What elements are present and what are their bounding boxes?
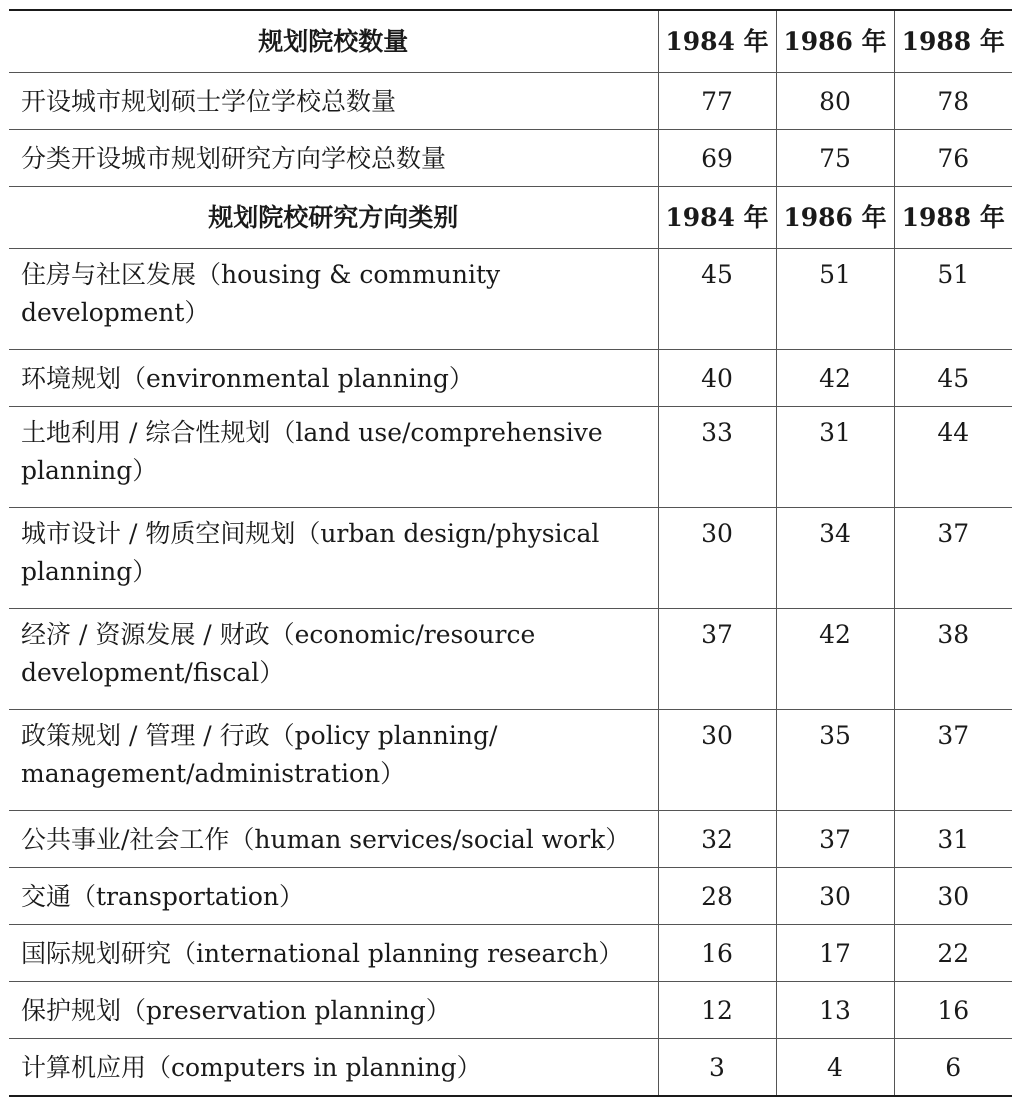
cell-1984: 33 — [658, 407, 776, 508]
header-research-category-label: 规划院校研究方向类别 — [9, 187, 658, 249]
header-row-school-count — [9, 10, 1012, 73]
cell-1984: 77 — [658, 73, 776, 130]
row-label: 分类开设城市规划研究方向学校总数量 — [9, 130, 658, 187]
cell-1986: 13 — [776, 982, 894, 1039]
header-row-research-categories — [9, 187, 1012, 249]
cell-1984: 37 — [658, 609, 776, 710]
header-year-1988: 1988 年 — [894, 10, 1012, 73]
cell-1986: 51 — [776, 249, 894, 350]
cell-1986: 30 — [776, 868, 894, 925]
cell-1988: 37 — [894, 508, 1012, 609]
cell-1988: 16 — [894, 982, 1012, 1039]
header-school-count-label: 规划院校数量 — [9, 10, 658, 73]
header-year-1986: 1986 年 — [776, 187, 894, 249]
cell-1988: 31 — [894, 811, 1012, 868]
table-row — [9, 249, 1012, 350]
cell-1986: 34 — [776, 508, 894, 609]
table-row — [9, 73, 1012, 130]
table-row — [9, 609, 1012, 710]
row-label: 保护规划（preservation planning） — [9, 982, 658, 1039]
row-label: 计算机应用（computers in planning） — [9, 1039, 658, 1097]
cell-1988: 44 — [894, 407, 1012, 508]
table-row — [9, 925, 1012, 982]
table-row — [9, 407, 1012, 508]
cell-1988: 51 — [894, 249, 1012, 350]
cell-1986: 31 — [776, 407, 894, 508]
row-label: 经济 / 资源发展 / 财政（economic/resource development/fiscal） — [9, 609, 658, 710]
table-row — [9, 710, 1012, 811]
row-label: 土地利用 / 综合性规划（land use/comprehensive planning） — [9, 407, 658, 508]
table-row — [9, 982, 1012, 1039]
table-row — [9, 1039, 1012, 1097]
cell-1984: 3 — [658, 1039, 776, 1097]
cell-1986: 35 — [776, 710, 894, 811]
cell-1986: 4 — [776, 1039, 894, 1097]
header-year-1988: 1988 年 — [894, 187, 1012, 249]
row-label: 环境规划（environmental planning） — [9, 350, 658, 407]
table-row — [9, 508, 1012, 609]
planning-schools-table — [9, 9, 1012, 1097]
cell-1984: 28 — [658, 868, 776, 925]
table-row — [9, 130, 1012, 187]
planning-schools-table-container — [9, 9, 1012, 1097]
cell-1986: 80 — [776, 73, 894, 130]
cell-1988: 30 — [894, 868, 1012, 925]
cell-1984: 69 — [658, 130, 776, 187]
cell-1984: 32 — [658, 811, 776, 868]
header-year-1984: 1984 年 — [658, 187, 776, 249]
cell-1986: 75 — [776, 130, 894, 187]
cell-1984: 30 — [658, 508, 776, 609]
cell-1988: 6 — [894, 1039, 1012, 1097]
table-row — [9, 868, 1012, 925]
header-year-1986: 1986 年 — [776, 10, 894, 73]
cell-1984: 45 — [658, 249, 776, 350]
row-label: 交通（transportation） — [9, 868, 658, 925]
row-label: 开设城市规划硕士学位学校总数量 — [9, 73, 658, 130]
cell-1986: 42 — [776, 350, 894, 407]
cell-1984: 30 — [658, 710, 776, 811]
cell-1986: 42 — [776, 609, 894, 710]
row-label: 国际规划研究（international planning research） — [9, 925, 658, 982]
cell-1984: 16 — [658, 925, 776, 982]
row-label: 政策规划 / 管理 / 行政（policy planning/ management/administration） — [9, 710, 658, 811]
table-row — [9, 811, 1012, 868]
cell-1988: 22 — [894, 925, 1012, 982]
cell-1984: 12 — [658, 982, 776, 1039]
table-row — [9, 350, 1012, 407]
row-label: 公共事业/社会工作（human services/social work） — [9, 811, 658, 868]
cell-1988: 45 — [894, 350, 1012, 407]
cell-1988: 76 — [894, 130, 1012, 187]
cell-1984: 40 — [658, 350, 776, 407]
row-label: 城市设计 / 物质空间规划（urban design/physical planning） — [9, 508, 658, 609]
cell-1988: 38 — [894, 609, 1012, 710]
cell-1986: 37 — [776, 811, 894, 868]
header-year-1984: 1984 年 — [658, 10, 776, 73]
cell-1988: 37 — [894, 710, 1012, 811]
cell-1986: 17 — [776, 925, 894, 982]
cell-1988: 78 — [894, 73, 1012, 130]
row-label: 住房与社区发展（housing & community development） — [9, 249, 658, 350]
